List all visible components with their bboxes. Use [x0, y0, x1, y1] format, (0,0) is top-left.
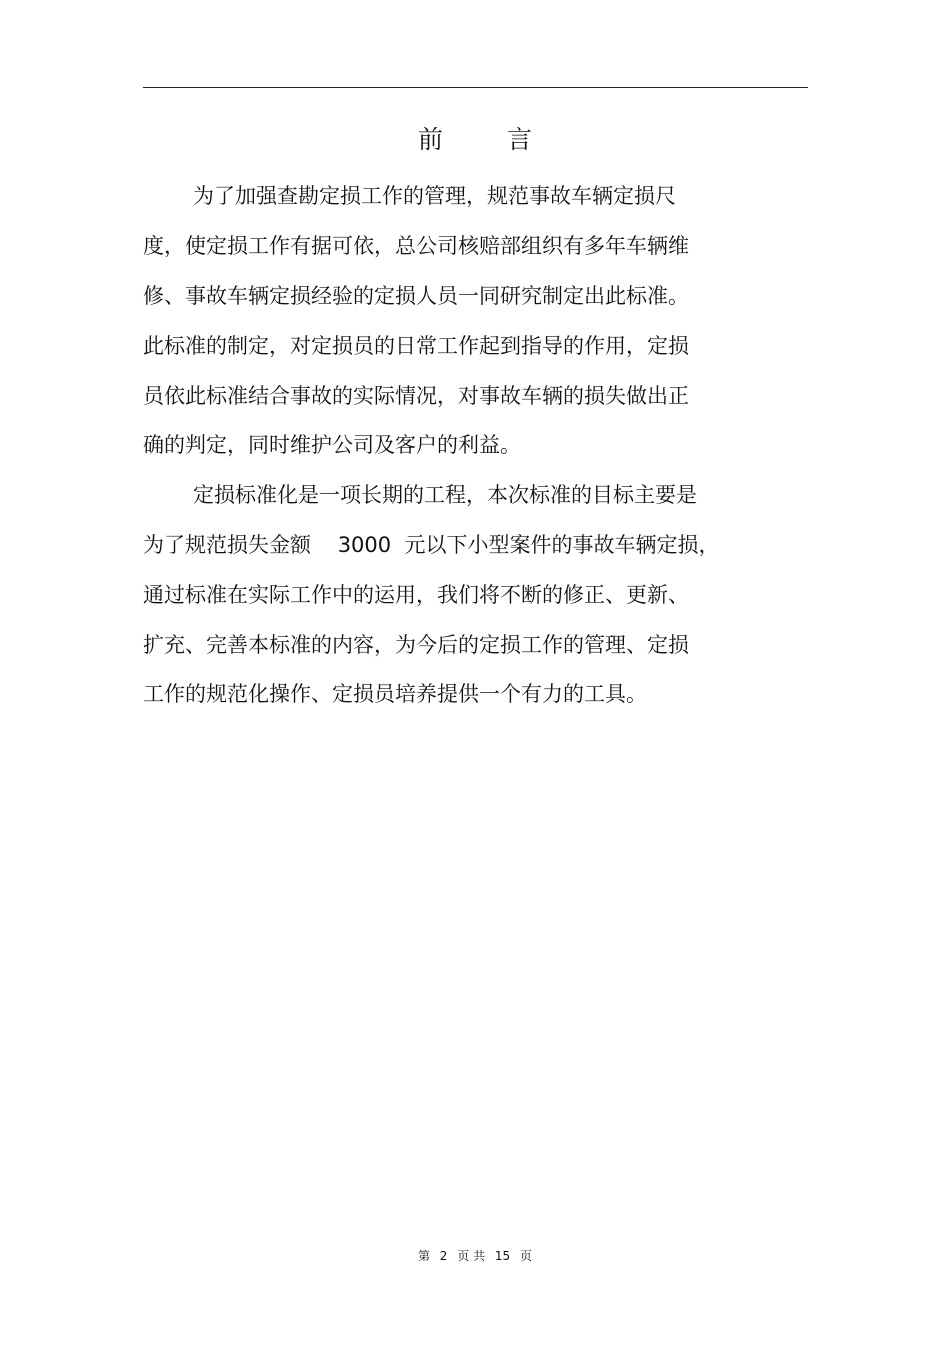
paragraph-2-line-5: 工作的规范化操作、定损员培养提供一个有力的工具。 — [143, 682, 647, 706]
paragraph-1-line-4: 此标准的制定，对定损员的日常工作起到指导的作用，定损 — [143, 334, 689, 358]
paragraph-2-line-2: 为了规范损失金额 3000 元以下小型案件的事故车辆定损， — [143, 533, 720, 557]
paragraph-2-line-4: 扩充、完善本标准的内容，为今后的定损工作的管理、定损 — [143, 633, 689, 657]
paragraph-1-line-3: 修、事故车辆定损经验的定损人员一同研究制定出此标准。 — [143, 284, 689, 308]
footer-page-number: 2 — [439, 1249, 448, 1263]
paragraph-1-line-1: 为了加强查勘定损工作的管理，规范事故车辆定损尺 — [193, 184, 676, 208]
header-rule — [143, 87, 808, 88]
page-footer — [0, 1247, 950, 1265]
footer-total-pages: 15 — [494, 1249, 511, 1263]
footer-suffix: 页 — [520, 1249, 533, 1263]
footer-prefix: 第 — [417, 1249, 430, 1263]
paragraph-2-line-3: 通过标准在实际工作中的运用，我们将不断的修正、更新、 — [143, 583, 689, 607]
page-title: 前 言 — [418, 125, 560, 154]
paragraph-2-line-1: 定损标准化是一项长期的工程，本次标准的目标主要是 — [193, 483, 697, 507]
paragraph-1-line-2: 度，使定损工作有据可依，总公司核赔部组织有多年车辆维 — [143, 234, 689, 258]
footer-middle: 页 共 — [457, 1249, 486, 1263]
paragraph-1-line-6: 确的判定，同时维护公司及客户的利益。 — [143, 433, 521, 457]
paragraph-1-line-5: 员依此标准结合事故的实际情况，对事故车辆的损失做出正 — [143, 384, 689, 408]
